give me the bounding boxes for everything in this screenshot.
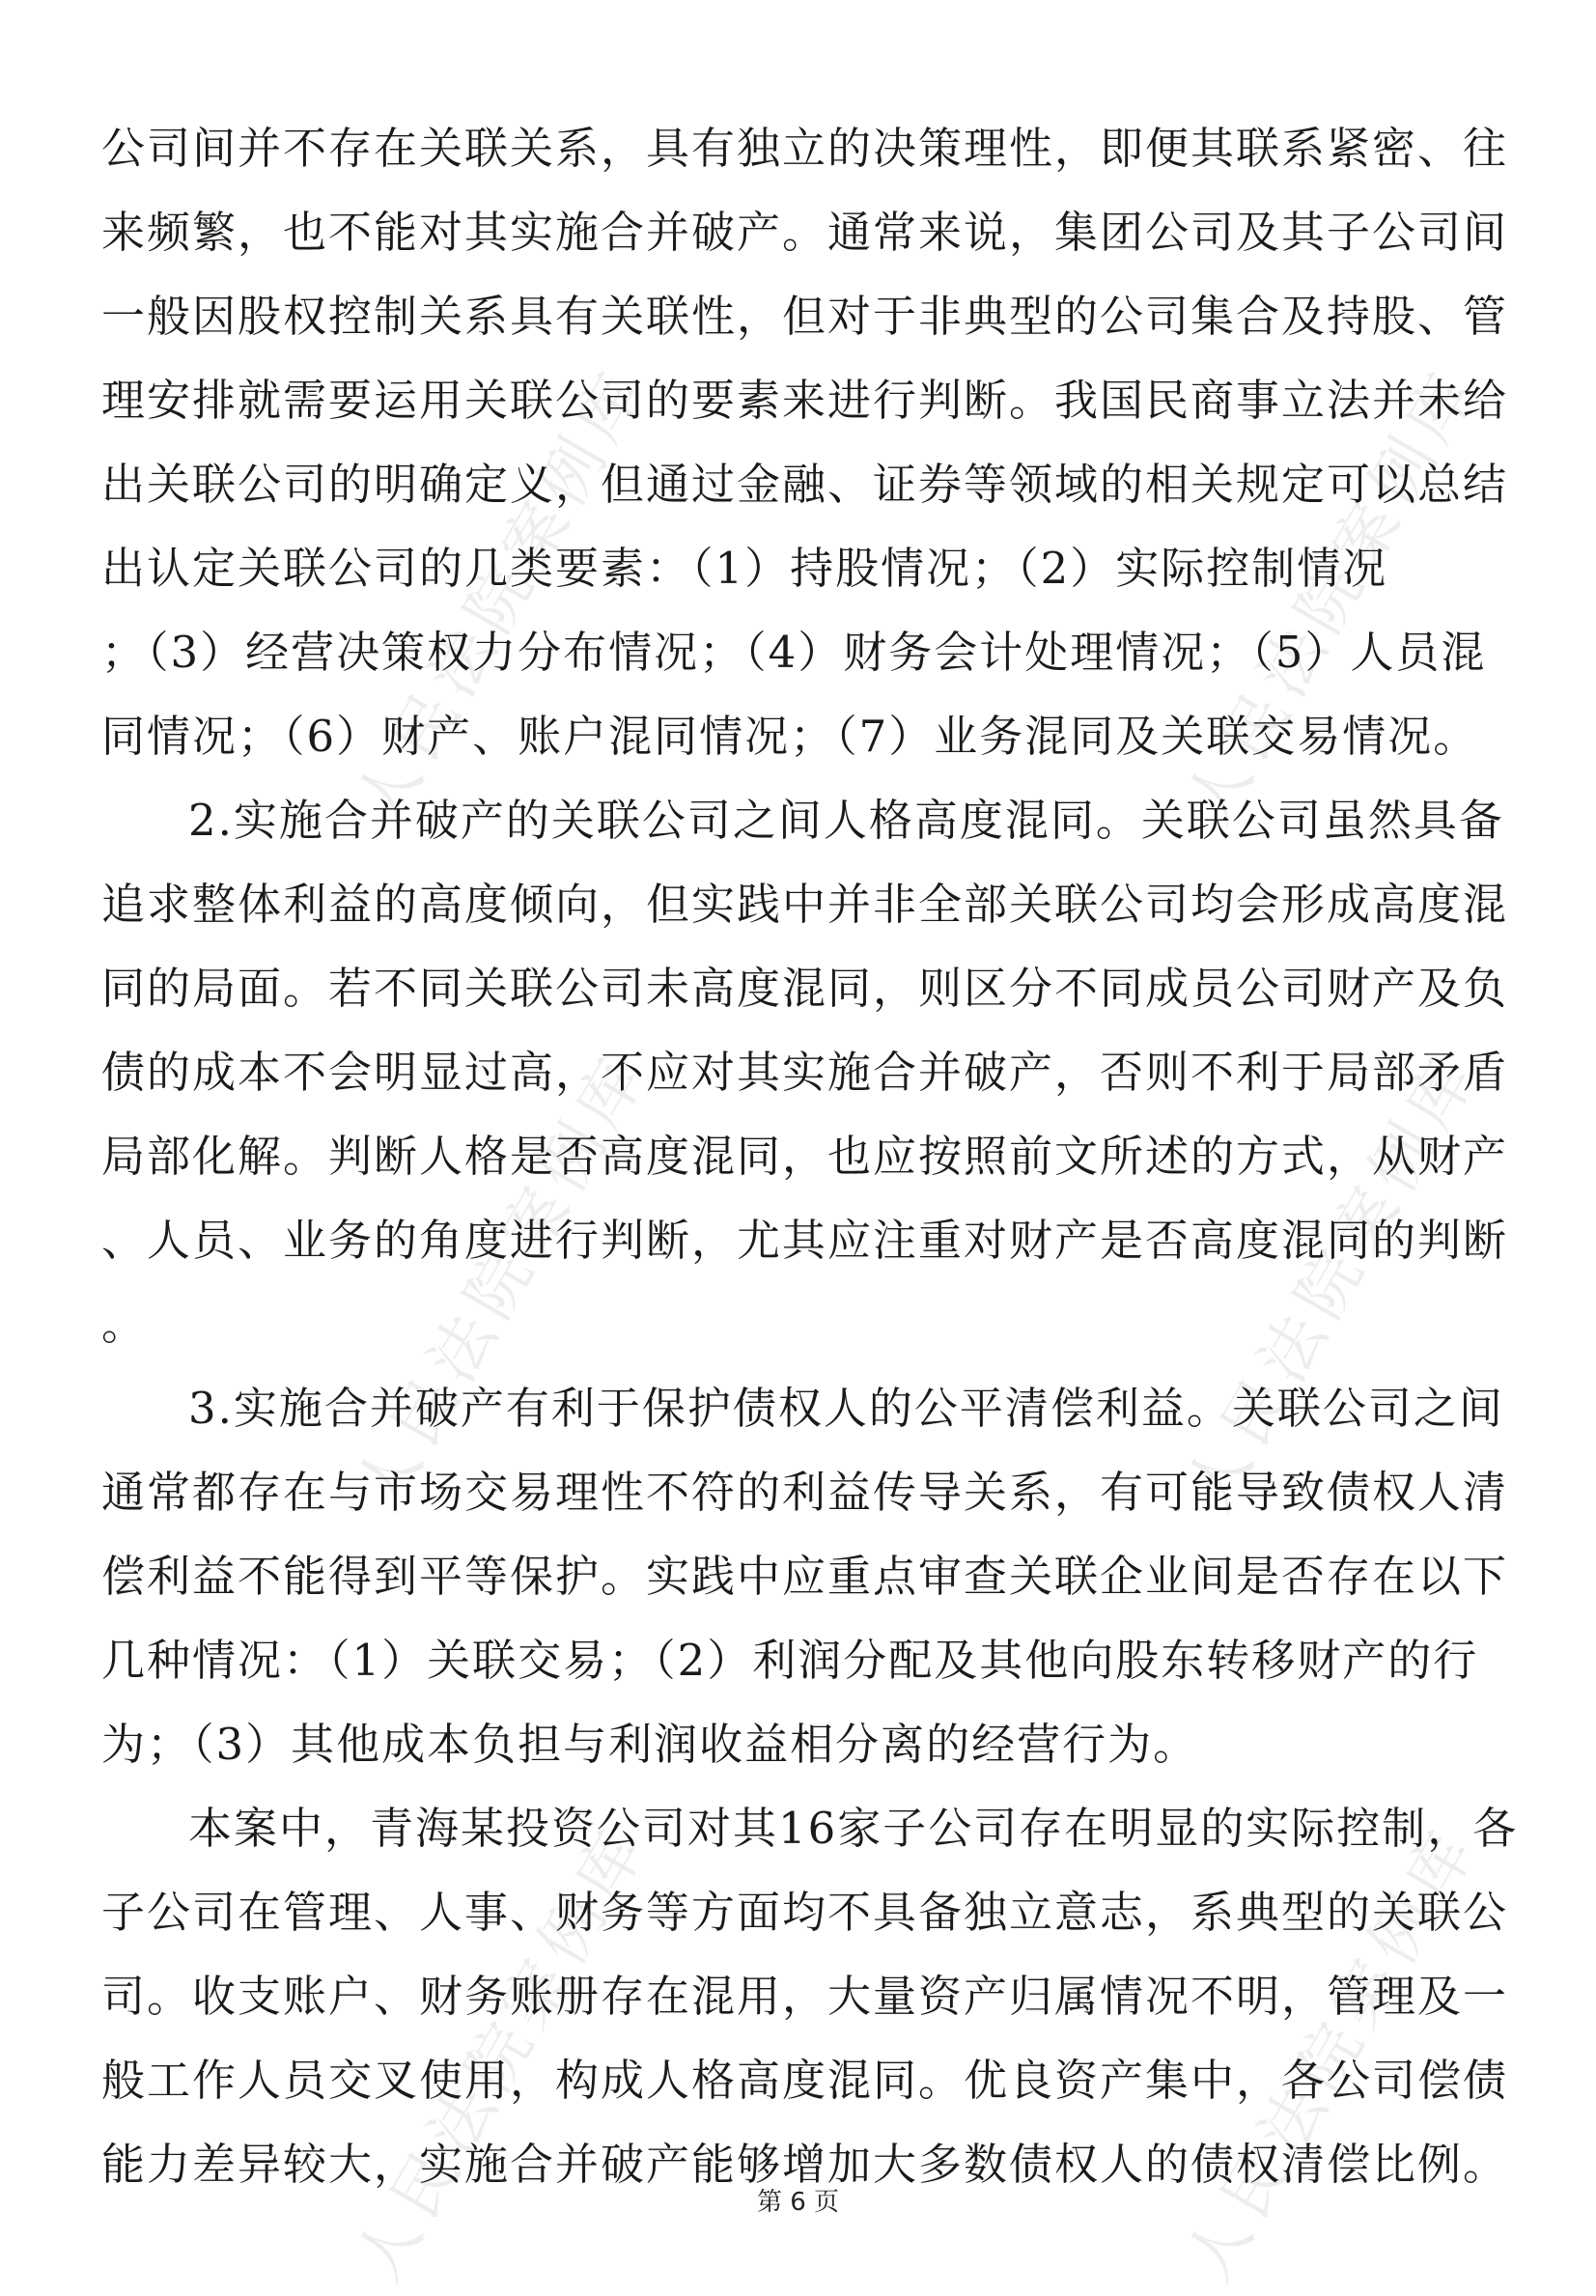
- body-line: 、人员、业务的角度进行判断，尤其应注重对财产是否高度混同的判断: [101, 1215, 1509, 1266]
- body-line: 债的成本不会明显过高，不应对其实施合并破产，否则不利于局部矛盾: [101, 1047, 1509, 1098]
- page-number: 第 6 页: [756, 2188, 840, 2217]
- body-line: 公司间并不存在关联关系，具有独立的决策理性，即便其联系紧密、往: [101, 123, 1509, 174]
- body-line: 追求整体利益的高度倾向，但实践中并非全部关联公司均会形成高度混: [101, 879, 1509, 930]
- body-line: 出关联公司的明确定义，但通过金融、证券等领域的相关规定可以总结: [101, 459, 1509, 510]
- watermark-right-lower: 人民法院案例库: [1170, 1811, 1493, 2294]
- body-line: 通常都存在与市场交易理性不符的利益传导关系，有可能导致债权人清: [101, 1467, 1509, 1518]
- watermark-right-middle: 人民法院案例库: [1170, 1039, 1493, 1522]
- body-line: 出认定关联公司的几类要素：（1）持股情况；（2）实际控制情况: [101, 543, 1388, 594]
- body-line: 司。收支账户、财务账册存在混用，大量资产归属情况不明，管理及一: [101, 1971, 1509, 2022]
- watermark-left-upper: 人民法院案例库: [340, 353, 662, 836]
- paragraph-2-start: 2.实施合并破产的关联公司之间人格高度混同。关联公司虽然具备: [188, 795, 1504, 846]
- body-line: 来频繁，也不能对其实施合并破产。通常来说，集团公司及其子公司间: [101, 207, 1509, 258]
- body-line: ；（3）经营决策权力分布情况；（4）财务会计处理情况；（5）人员混: [101, 627, 1487, 678]
- watermark-left-middle: 人民法院案例库: [340, 1039, 662, 1522]
- body-line: 能力差异较大，实施合并破产能够增加大多数债权人的债权清偿比例。: [101, 2139, 1509, 2190]
- watermark-left-lower: 人民法院案例库: [340, 1811, 662, 2294]
- body-line: 子公司在管理、人事、财务等方面均不具备独立意志，系典型的关联公: [101, 1887, 1509, 1938]
- body-line: 局部化解。判断人格是否高度混同，也应按照前文所述的方式，从财产: [101, 1131, 1509, 1182]
- watermark-right-upper: 人民法院案例库: [1170, 353, 1493, 836]
- document-body: [101, 106, 1519, 2206]
- body-line: 般工作人员交叉使用，构成人格高度混同。优良资产集中，各公司偿债: [101, 2055, 1509, 2106]
- paragraph-3-start: 3.实施合并破产有利于保护债权人的公平清偿利益。关联公司之间: [188, 1383, 1504, 1434]
- body-line: 同情况；（6）财产、账户混同情况；（7）业务混同及关联交易情况。: [101, 711, 1479, 762]
- body-line: 为；（3）其他成本负担与利润收益相分离的经营行为。: [101, 1719, 1199, 1770]
- body-line: 偿利益不能得到平等保护。实践中应重点审查关联企业间是否存在以下: [101, 1551, 1509, 1602]
- paragraph-4-start: 本案中，青海某投资公司对其16家子公司存在明显的实际控制，各: [188, 1803, 1519, 1854]
- body-line: 。: [101, 1299, 148, 1350]
- body-line: 同的局面。若不同关联公司未高度混同，则区分不同成员公司财产及负: [101, 963, 1509, 1014]
- body-line: 一般因股权控制关系具有关联性，但对于非典型的公司集合及持股、管: [101, 291, 1509, 342]
- body-line: 几种情况：（1）关联交易；（2）利润分配及其他向股东转移财产的行: [101, 1635, 1479, 1686]
- body-line: 理安排就需要运用关联公司的要素来进行判断。我国民商事立法并未给: [101, 375, 1509, 426]
